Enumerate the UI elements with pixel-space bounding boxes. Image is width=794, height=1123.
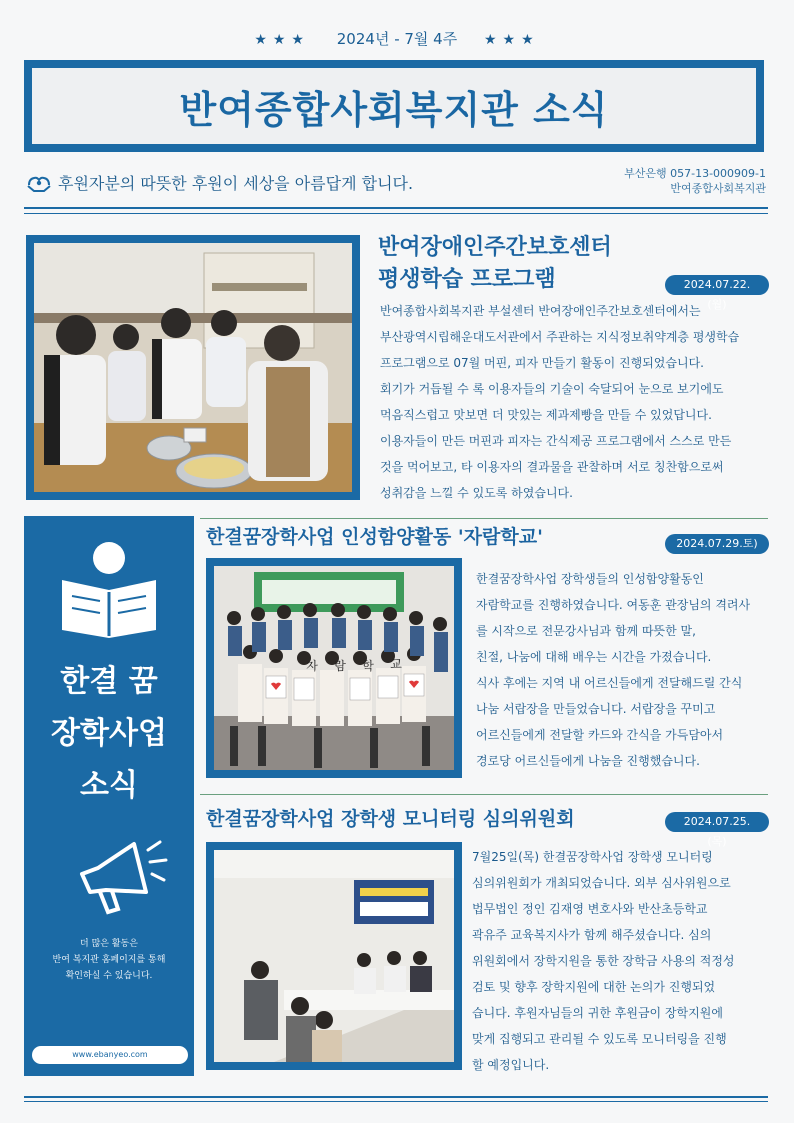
divider-top-thin (24, 213, 768, 214)
article1-line: 프로그램으로 07월 머핀, 피자 만들기 활동이 진행되었습니다. (380, 356, 704, 370)
sign-letter-3: 학 (362, 659, 374, 673)
article3-line: 할 예정입니다. (472, 1058, 550, 1072)
masthead (24, 60, 764, 152)
sign-letter-4: 교 (390, 657, 402, 671)
divider-bottom-thin (24, 1101, 768, 1102)
article2-date-badge: 2024.07.29.토) (665, 534, 769, 554)
bank-holder: 반여종합사회복지관 (670, 182, 766, 195)
article3-line: 곽유주 교육복지사가 함께 해주셨습니다. 심의 (472, 928, 712, 942)
article2-line: 친절, 나눔에 대해 배우는 시간을 가졌습니다. (476, 650, 712, 664)
article2-line: 한결꿈장학사업 장학생들의 인성함양활동인 (476, 572, 704, 586)
sign-letter-1: 자 (306, 659, 318, 673)
article2-line: 경로당 어르신들에게 나눔을 진행했습니다. (476, 754, 700, 768)
issue-line (0, 28, 794, 49)
article1-line: 먹음직스럽고 맛보면 더 맛있는 제과제빵을 만들 수 있었답니다. (380, 408, 712, 422)
article3-line: 7월25일(목) 한결꿈장학사업 장학생 모니터링 (472, 850, 713, 864)
article1-title: 반여장애인주간보호센터 평생학습 프로그램 (378, 235, 612, 292)
article1-date-badge: 2024.07.22.(월) (665, 275, 769, 295)
stars-right: ★★★ (484, 32, 540, 48)
article1-line: 부산광역시립해운대도서관에서 주관하는 지식정보취약계층 평생학습 (380, 330, 740, 344)
article2-line: 를 시작으로 전문강사님과 함께 따뜻한 말, (476, 624, 696, 638)
committee-meeting-photo (214, 850, 454, 1062)
homepage-link[interactable]: www.ebanyeo.com (32, 1046, 188, 1064)
article3-date-badge: 2024.07.25.(목) (665, 812, 769, 832)
page-title: 반여종합사회복지관 소식 (179, 87, 609, 132)
article2-body (476, 566, 776, 774)
article2-line: 자람학교를 진행하였습니다. 여동훈 관장님의 격려사 (476, 598, 751, 612)
sidebar-note-3: 확인하실 수 있습니다. (65, 971, 153, 981)
article3-line: 맞게 집행되고 관리될 수 있도록 모니터링을 진행 (472, 1032, 727, 1046)
article3-photo (206, 842, 462, 1070)
slogan-text: 후원자분의 따뜻한 후원이 세상을 아름답게 합니다. (58, 174, 414, 193)
issue-date: 2024년 - 7월 4주 (336, 30, 458, 48)
article2-line: 나눔 서랍장을 만들었습니다. 서랍장을 꾸미고 (476, 702, 716, 716)
slogan (26, 171, 413, 194)
reading-person-icon (58, 538, 160, 638)
article3-line: 위원회에서 장학지원을 통한 장학금 사용의 적정성 (472, 954, 735, 968)
scholarship-sidebar (24, 516, 194, 1076)
megaphone-icon (76, 834, 168, 916)
article3-line: 법무법인 정인 김재영 변호사와 반산초등학교 (472, 902, 708, 916)
article3-line: 검토 및 향후 장학지원에 대한 논의가 진행되었 (472, 980, 716, 994)
divider-article1 (200, 518, 768, 519)
sidebar-title-3: 소식 (80, 768, 138, 803)
article2-line: 어르신들에게 전달할 카드와 간식을 가득담아서 (476, 728, 724, 742)
divider-top (24, 207, 768, 209)
article2-line: 식사 후에는 지역 내 어르신들에게 전달해드릴 간식 (476, 676, 743, 690)
article3-title: 한결꿈장학사업 장학생 모니터링 심의위원회 (206, 808, 575, 830)
article1-line: 반여종합사회복지관 부설센터 반여장애인주간보호센터에서는 (380, 304, 701, 318)
article1-line: 회기가 거듭될 수 록 이용자들의 기술이 숙달되어 눈으로 보기에도 (380, 382, 724, 396)
sidebar-title-1: 한결 꿈 (60, 664, 158, 699)
article3-line: 습니다. 후원자님들의 귀한 후원금이 장학지원에 (472, 1006, 723, 1020)
sign-letter-2: 람 (334, 659, 346, 673)
article3-line: 심의위원회가 개최되었습니다. 외부 심사위원으로 (472, 876, 731, 890)
donation-hands-icon (26, 173, 52, 193)
article2-title: 한결꿈장학사업 인성함양활동 '자람학교' (206, 526, 543, 548)
sidebar-note-1: 더 많은 활동은 (80, 939, 138, 949)
article1-line: 것을 먹어보고, 타 이용자의 결과물을 관찰하며 서로 칭찬함으로써 (380, 460, 724, 474)
sidebar-title-2: 장학사업 (51, 716, 167, 751)
sidebar-note-2: 반여 복지관 홈페이지를 통해 (52, 955, 166, 965)
article3-body (472, 844, 774, 1078)
article1-photo (26, 235, 360, 500)
divider-article2 (200, 794, 768, 795)
article1-line: 성취감을 느낄 수 있도록 하였습니다. (380, 486, 573, 500)
bank-info (624, 166, 766, 196)
article1-body (380, 298, 770, 506)
baking-class-photo (34, 243, 352, 492)
bank-account: 부산은행 057-13-000909-1 (624, 167, 766, 180)
stars-left: ★★★ (254, 32, 310, 48)
divider-bottom (24, 1096, 768, 1098)
article2-photo (206, 558, 462, 778)
article1-line: 이용자들이 만든 머핀과 피자는 간식제공 프로그램에서 스스로 만든 (380, 434, 732, 448)
